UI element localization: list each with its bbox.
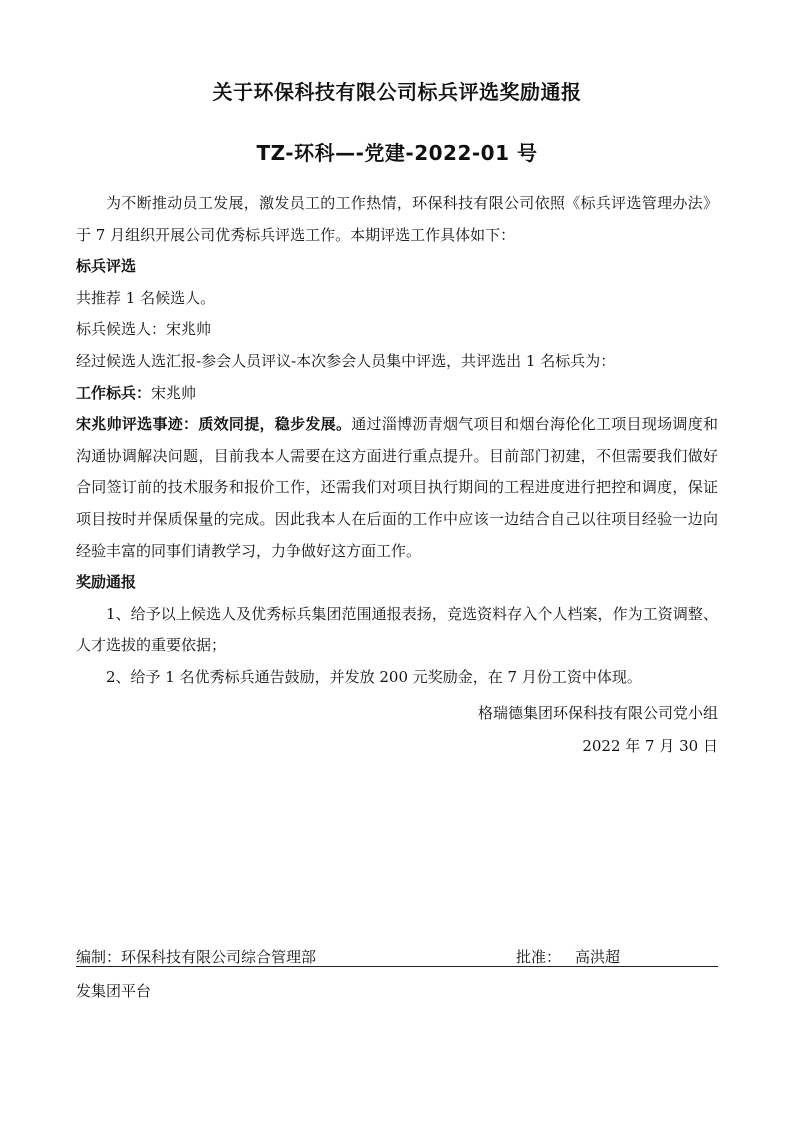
footer-platform: 发集团平台 [76, 982, 152, 1000]
winner-line [76, 378, 718, 410]
reward-item-2: 2、给予 1 名优秀标兵通告鼓励，并发放 200 元奖励金，在 7 月份工资中体现。 [106, 667, 642, 686]
approve-label: 批准： [516, 948, 562, 966]
reward-item-1: 1、给予以上候选人及优秀标兵集团范围通报表扬，竞选资料存入个人档案，作为工资调整、人才选拔的重要依据； [76, 604, 718, 655]
approver-name: 高洪超 [575, 948, 621, 966]
document-title: 关于环保科技有限公司标兵评选奖励通报 [212, 80, 582, 104]
deeds-paragraph [76, 409, 718, 567]
document-number: TZ-环科—-党建-2022-01 号 [256, 141, 538, 165]
signature-organization: 格瑞德集团环保科技有限公司党小组 [477, 704, 718, 722]
deeds-text: 通过淄博沥青烟气项目和烟台海伦化工项目现场调度和沟通协调解决问题，目前我本人需要在这方面进行重点提升。目前部门初建，不但需要我们做好合同签订前的技术服务和报价工作，还需我们对项目执行期间的工程进度进行把控和调度，保证项目按时并保质保量的完成。因此我本人在后面的工作中应该一边结合自己以往项目经验一边向经验丰富的同事们请教学习，力争做好这方面工作。 [76, 415, 718, 560]
section-heading-reward: 奖励通报 [76, 573, 137, 592]
section-heading-selection: 标兵评选 [76, 257, 137, 276]
candidate-line: 标兵候选人：宋兆帅 [76, 320, 212, 339]
footer-line [76, 946, 718, 967]
process-line: 经过候选人选汇报-参会人员评议-本次参会人员集中评选，共评选出 1 名标兵为： [76, 351, 616, 370]
footer-approval [516, 946, 620, 967]
document-body [76, 188, 718, 694]
winner-name: 宋兆帅 [151, 383, 197, 402]
signature-date: 2022 年 7 月 30 日 [582, 737, 718, 755]
footer-editor: 编制：环保科技有限公司综合管理部 [76, 948, 317, 966]
intro-paragraph: 为不断推动员工发展，激发员工的工作热情，环保科技有限公司依照《标兵评选管理办法》于 7 月组织开展公司优秀标兵评选工作。本期评选工作具体如下： [76, 194, 718, 244]
winner-label: 工作标兵： [76, 383, 152, 402]
candidates-count: 共推荐 1 名候选人。 [76, 288, 216, 307]
deeds-heading: 宋兆帅评选事迹：质效同提，稳步发展。 [76, 415, 352, 434]
